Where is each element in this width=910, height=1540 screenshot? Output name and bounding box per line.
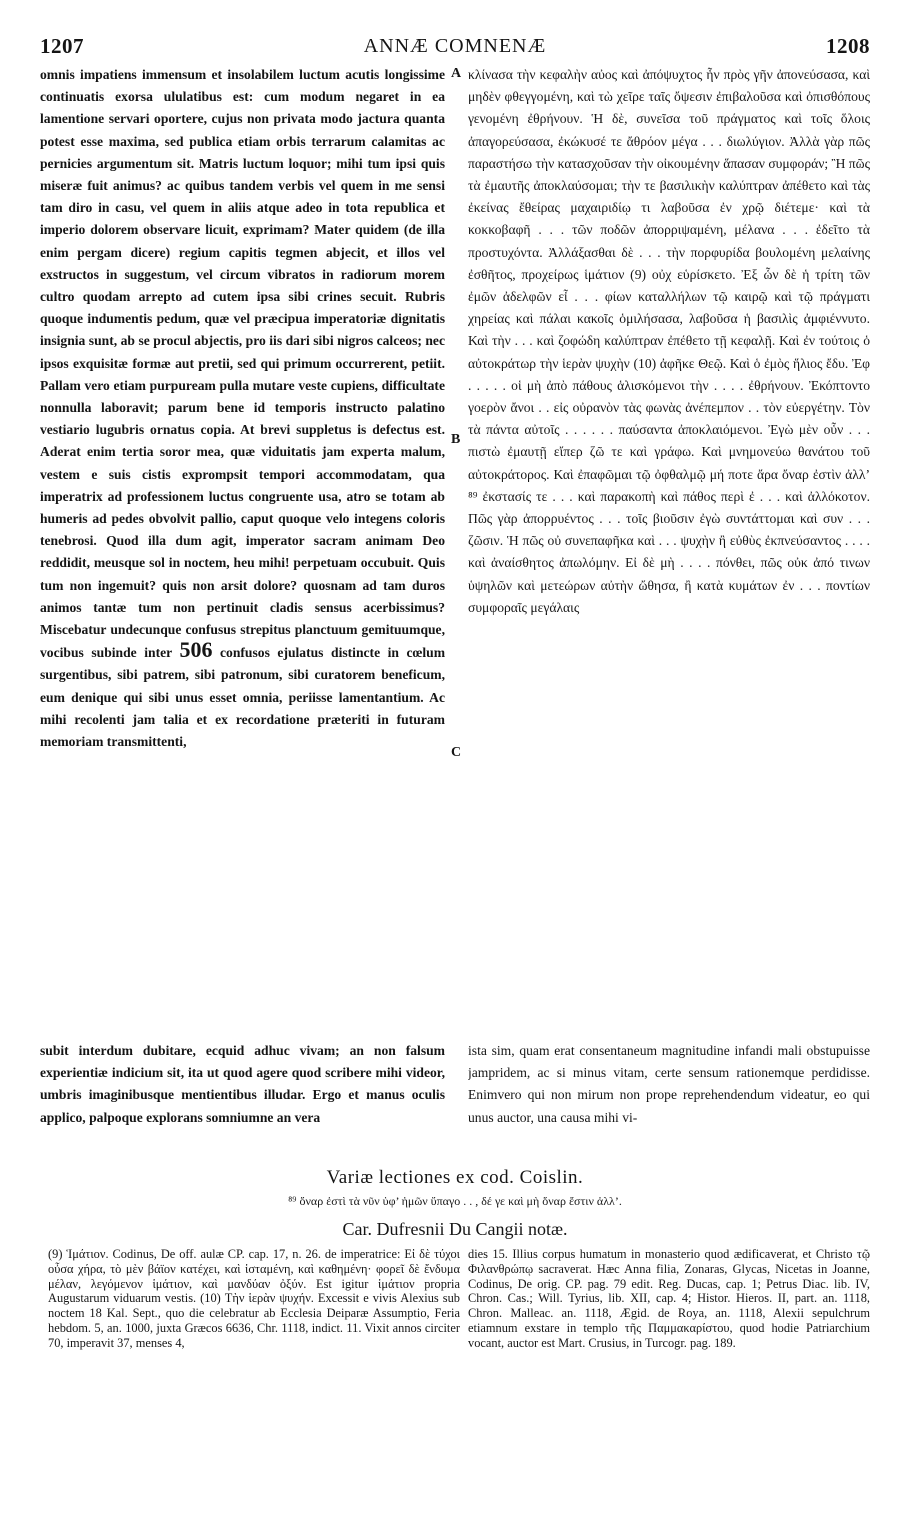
running-header bbox=[40, 34, 870, 64]
greek-column-top bbox=[468, 64, 870, 1040]
section-marker-b: B bbox=[451, 432, 461, 447]
latin-column-top bbox=[40, 64, 445, 1040]
notes-heading: Car. Dufresnii Du Cangii notæ. bbox=[342, 1219, 568, 1239]
page-number-right: 1208 bbox=[826, 34, 870, 58]
running-title: ANNÆ COMNENÆ bbox=[363, 35, 547, 57]
latin-paragraph bbox=[40, 64, 445, 753]
note-text-left: (9) Ἱμάτιον. Codinus, De off. aulæ CP. cap. 17, n. 26. de imperatrice: Εἰ δὲ τύχοι οὖσα χήρα, τὸ μὲν βάϊον κατέχει, καὶ ἱσταμένη, καὶ καθημένη· φορεῖ δὲ ἔνδυμα μέλαν, λεγόμενον ἱμάτιον, καὶ μανδύαν ὀξύν. Est igitur ἱμάτιον propria Augustarum viduarum vestis. (10) Τὴν ἱερὰν ψυχήν. Excessit e vivis Alexius sub noctem 18 Kal. Sept., quo die celebratur ab Ecclesia Deiparæ Assumptio, Feria hebdom. 5, an. 1000, juxta Græcos 6636, Chr. 1118, indict. 11. Vixit annos circiter 70, imperavit 37, menses 4, bbox=[48, 1247, 460, 1350]
section-marker-a: A bbox=[451, 66, 462, 81]
latin-text-part2: meusque sol in noctem, heu mihi! perpetuam occubuit. Quis tum non ingemuit? quis non arsit dolore? quosnam ad tam duros animos tantæ tum non pertinuit cladis sensus acerbissimus? Miscebatur undecunque confusus strepitus planctuum gemituumque, vocibus subinde inter bbox=[40, 555, 445, 661]
variae-lectiones-line: ⁸⁹ ὄναρ ἐστὶ τὰ νῦν ὑφ’ ἡμῶν ὕπαγο . . , δέ γε καὶ μὴ ὄναρ ἔστιν ἀλλ’. bbox=[288, 1194, 622, 1208]
column-number: 506 bbox=[179, 637, 213, 663]
variae-lectiones-heading: Variæ lectiones ex cod. Coislin. bbox=[326, 1167, 584, 1188]
latin-column-bottom-left bbox=[40, 1040, 445, 1152]
greek-paragraph: κλίνασα τὴν κεφαλὴν αὐος καὶ ἀπόψυχτος ἦν πρὸς γῆν ἀπονεύσασα, καὶ μηδὲν φθεγγομένη, καὶ τὼ χεῖρε ταῖς ὄψεσιν ἐπιβαλοῦσα καὶ ὀπισθόπους γενομένη ἐθρήνουν. Ἡ δὲ, συνεῖσα τοῦ πράγματος καὶ τοῖς ὅλοις ἀπαγορεύσασα, ἐκώκυσέ τε ἄθρόον μέγα . . . διωλύγιον. Ἀλλὰ γὰρ πῶς παραστήσω τὴν κατασχοῦσαν τὴν οἰκουμένην ἅπασαν συμφοράν; Ἢ πῶς τὰ ἐμαυτῆς ἀποκλαύσομαι; τὴν τε βασιλικὴν καλύπτραν ἀπέθετο καὶ τὰς ἐκείνας ἔθείρας μαχαιριδίῳ τι λαβοῦσα ἐν χρῷ διέτεμε· καὶ τὰ κοκκοβαφῆ . . . τῶν ποδῶν ἀπορριψαμένη, μέλανα . . . ἐδεῖτο τὰ προστυχόντα. Ἀλλάξασθαι δὲ . . . τὴν πορφυρίδα βουλομένη μελαίνης ἐσθῆτος, προχείρως ἱμάτιον (9) οὐχ εὑρίσκετο. Ἐξ ὧν δὲ ἡ τρίτη τῶν ἐμῶν ἀδελφῶν εἶ . . . φίων καταλλήλων τῷ καιρῷ καὶ τῷ πράγματι χηρείας καὶ πάλαι κακοῖς ὁμιλήσασα, λαβοῦσα ἡ βασιλὶς ἀμφιέννυτο. Καὶ τὴν . . . καὶ ζοφώδη καλύπτραν ἐπέθετο τῇ κεφαλῇ. Καὶ ἐν τούτοις ὁ αὐτοκράτωρ τὴν ἱερὰν ψυχὴν (10) ἀφῆκε Θεῷ. Καὶ ὁ ἐμὸς ἥλιος ἔδυ. Ἐφ . . . . . οἱ μὴ ἀπὸ πάθους ἁλισκόμενοι τὴν . . . . ἐθρήνουν. Ἐκόπτοντο γοερὸν ἄνοι . . εἰς οὐρανὸν τὰς φωνὰς ἀνέπεμπον . . τὸν εὐεργέτην. Τὸν τὰ πάντα αὐτοῖς . . . . . . παύσαντα ἀποκλαιόμενοι. Ἐγὼ μὲν οὖν . . . πιστὼ ἐμαυτῇ εἴπερ ζῶ τε καὶ γράφω. Καὶ μνημονεύω θανάτου τοῦ αὐτοκράτορος. Καὶ ἐπαφῶμαι τῷ ὀφθαλμῷ μή ποτε ἄρα ὄναρ ἐστὶν ἀλλ’ ⁸⁹ ἐκστασίς τε . . . καὶ παρακοπὴ καὶ πάθος περὶ ἐ . . . καὶ ἀλλόκοτον. Πῶς γὰρ ἀπορρυέντος . . . τοῖς βιοῦσιν ἐγὼ συντάττομαι καὶ συν . . . ζῶσιν. Ἡ πῶς οὐ συνεπαφῆκα καὶ . . . ψυχὴν ἢ εὐθὺς ἐκπνεύσαντος . . . . καὶ ἀναίσθητος ἀπωλόμην. Εἰ δὲ μὴ . . . . πόνθει, πῶς οὐκ ἀπό τινων ὑψηλῶν καὶ μετεώρων αὐτὴν ὤθησα, ἢ κατὰ κυμάτων ἐν . . . ποντίων συμφοραῖς μεγάλαις bbox=[468, 67, 870, 615]
latin-continuation-right: ista sim, quam erat consentaneum magnitudine infandi mali obstupuisse jampridem, ac si minus vitam, certe sensum rationemque perdidisse. Enimvero qui non mirum non prope reprehendendum videatur, eo qui unus auctor, una causa mihi vi- bbox=[468, 1043, 870, 1125]
notes-column-left bbox=[48, 1247, 460, 1351]
page-number-left: 1207 bbox=[40, 34, 84, 58]
note-text-right: dies 15. Illius corpus humatum in monasterio quod ædificaverat, et Christo τῷ Φιλανθρώπῳ sacraverat. Hæc Anna filia, Zonaras, Glycas, Nicetas in Joanne, Codinus, De orig. CP. pag. 79 edit. Reg. Ducas, cap. 1; Petrus Diac. lib. IV, Chron. Cas.; Will. Tyrius, lib. XII, cap. 4; Histor. Hieros. II, part. an. 1118, Chron. Malleac. an. 1118, Ægid. de Roya, an. 1118, Alexii sepulchrum etiamnum exstare in templo τῆς Παμμακαρίστου, quod hodie Patriarchium vocant, auctor est Mart. Crusius, in Turcogr. pag. 189. bbox=[468, 1247, 870, 1350]
notes-column-right bbox=[468, 1247, 870, 1351]
latin-continuation-left: subit interdum dubitare, ecquid adhuc vivam; an non falsum experientiæ indicium sit, ita ut quod agere quod scribere mihi videor, umbris imaginibusque mentientibus illudar. Ergo et manus oculis applico, palpoque explorans somniumne an vera bbox=[40, 1043, 445, 1125]
latin-text-part3: confusos ejulatus distincte in cœlum surgentibus, sibi patrem, sibi patronum, sibi curatorem beneficum, eum denique qui sibi unus esset omnia, periisse lamentantium. Ac mihi recolenti jam talia et ex recordatione præteriti in futuram memoriam transmittenti, bbox=[40, 645, 445, 750]
latin-column-bottom-right bbox=[468, 1040, 870, 1152]
latin-text-part1: omnis impatiens immensum et insolabilem luctum acutis longissime continuatis exorsa ululatibus est: cum modum negaret in ea lamentione servari oportere, cujus non privata modo jactura quanta potest esse maxima, sed publica etiam orbis terrarum calamitas ac pernicies argumentum sit. Matris luctum loquor; mihi tum ipsi quis miseræ fuit animus? ac quibus tandem verbis vel quem in me sensi tam diro in casu, vel quem in aliis atque adeo in tota republica et imperio dolorem observare licuit, exprimam? Mater quidem (de illa enim pergam dicere) regium capitis tegmen abjecit, et illos vel exstructos in suggestum, vel circum vibratos in radiorum morem cultro quodam arrepto ad cutem ipsa sibi crines secuit. Rubris quoque indumentis pedum, quæ vel præcipua imperatoriæ dignitatis insignia sunt, ab se procul abjectis, pro iis dari sibi nigros calceos; nec ipsos exquisitæ formæ aut pretii, sed qui primum occurrerent, petiit. Pallam vero etiam purpuream pulla mutare veste cupiens, difficultate nonnulla laboravit; parum bene id temporis instructo palatino vestiario lugubris ornatus copia. At brevi suppletus is defectus est. Aderat enim tertia soror mea, quæ viduitatis jam experta malum, vestem e suis cistis exprompsit tempori accommodatam, qua imperatrix ad professionem luctus congruente usa, atro se totam ab humeris ad pedes obvolvit pallio, caput quoque velo integens coloris tenebrosi. Quod illa dum agit, imperator sacram animam Deo reddidit, bbox=[40, 67, 445, 571]
section-marker-c: C bbox=[451, 745, 462, 760]
